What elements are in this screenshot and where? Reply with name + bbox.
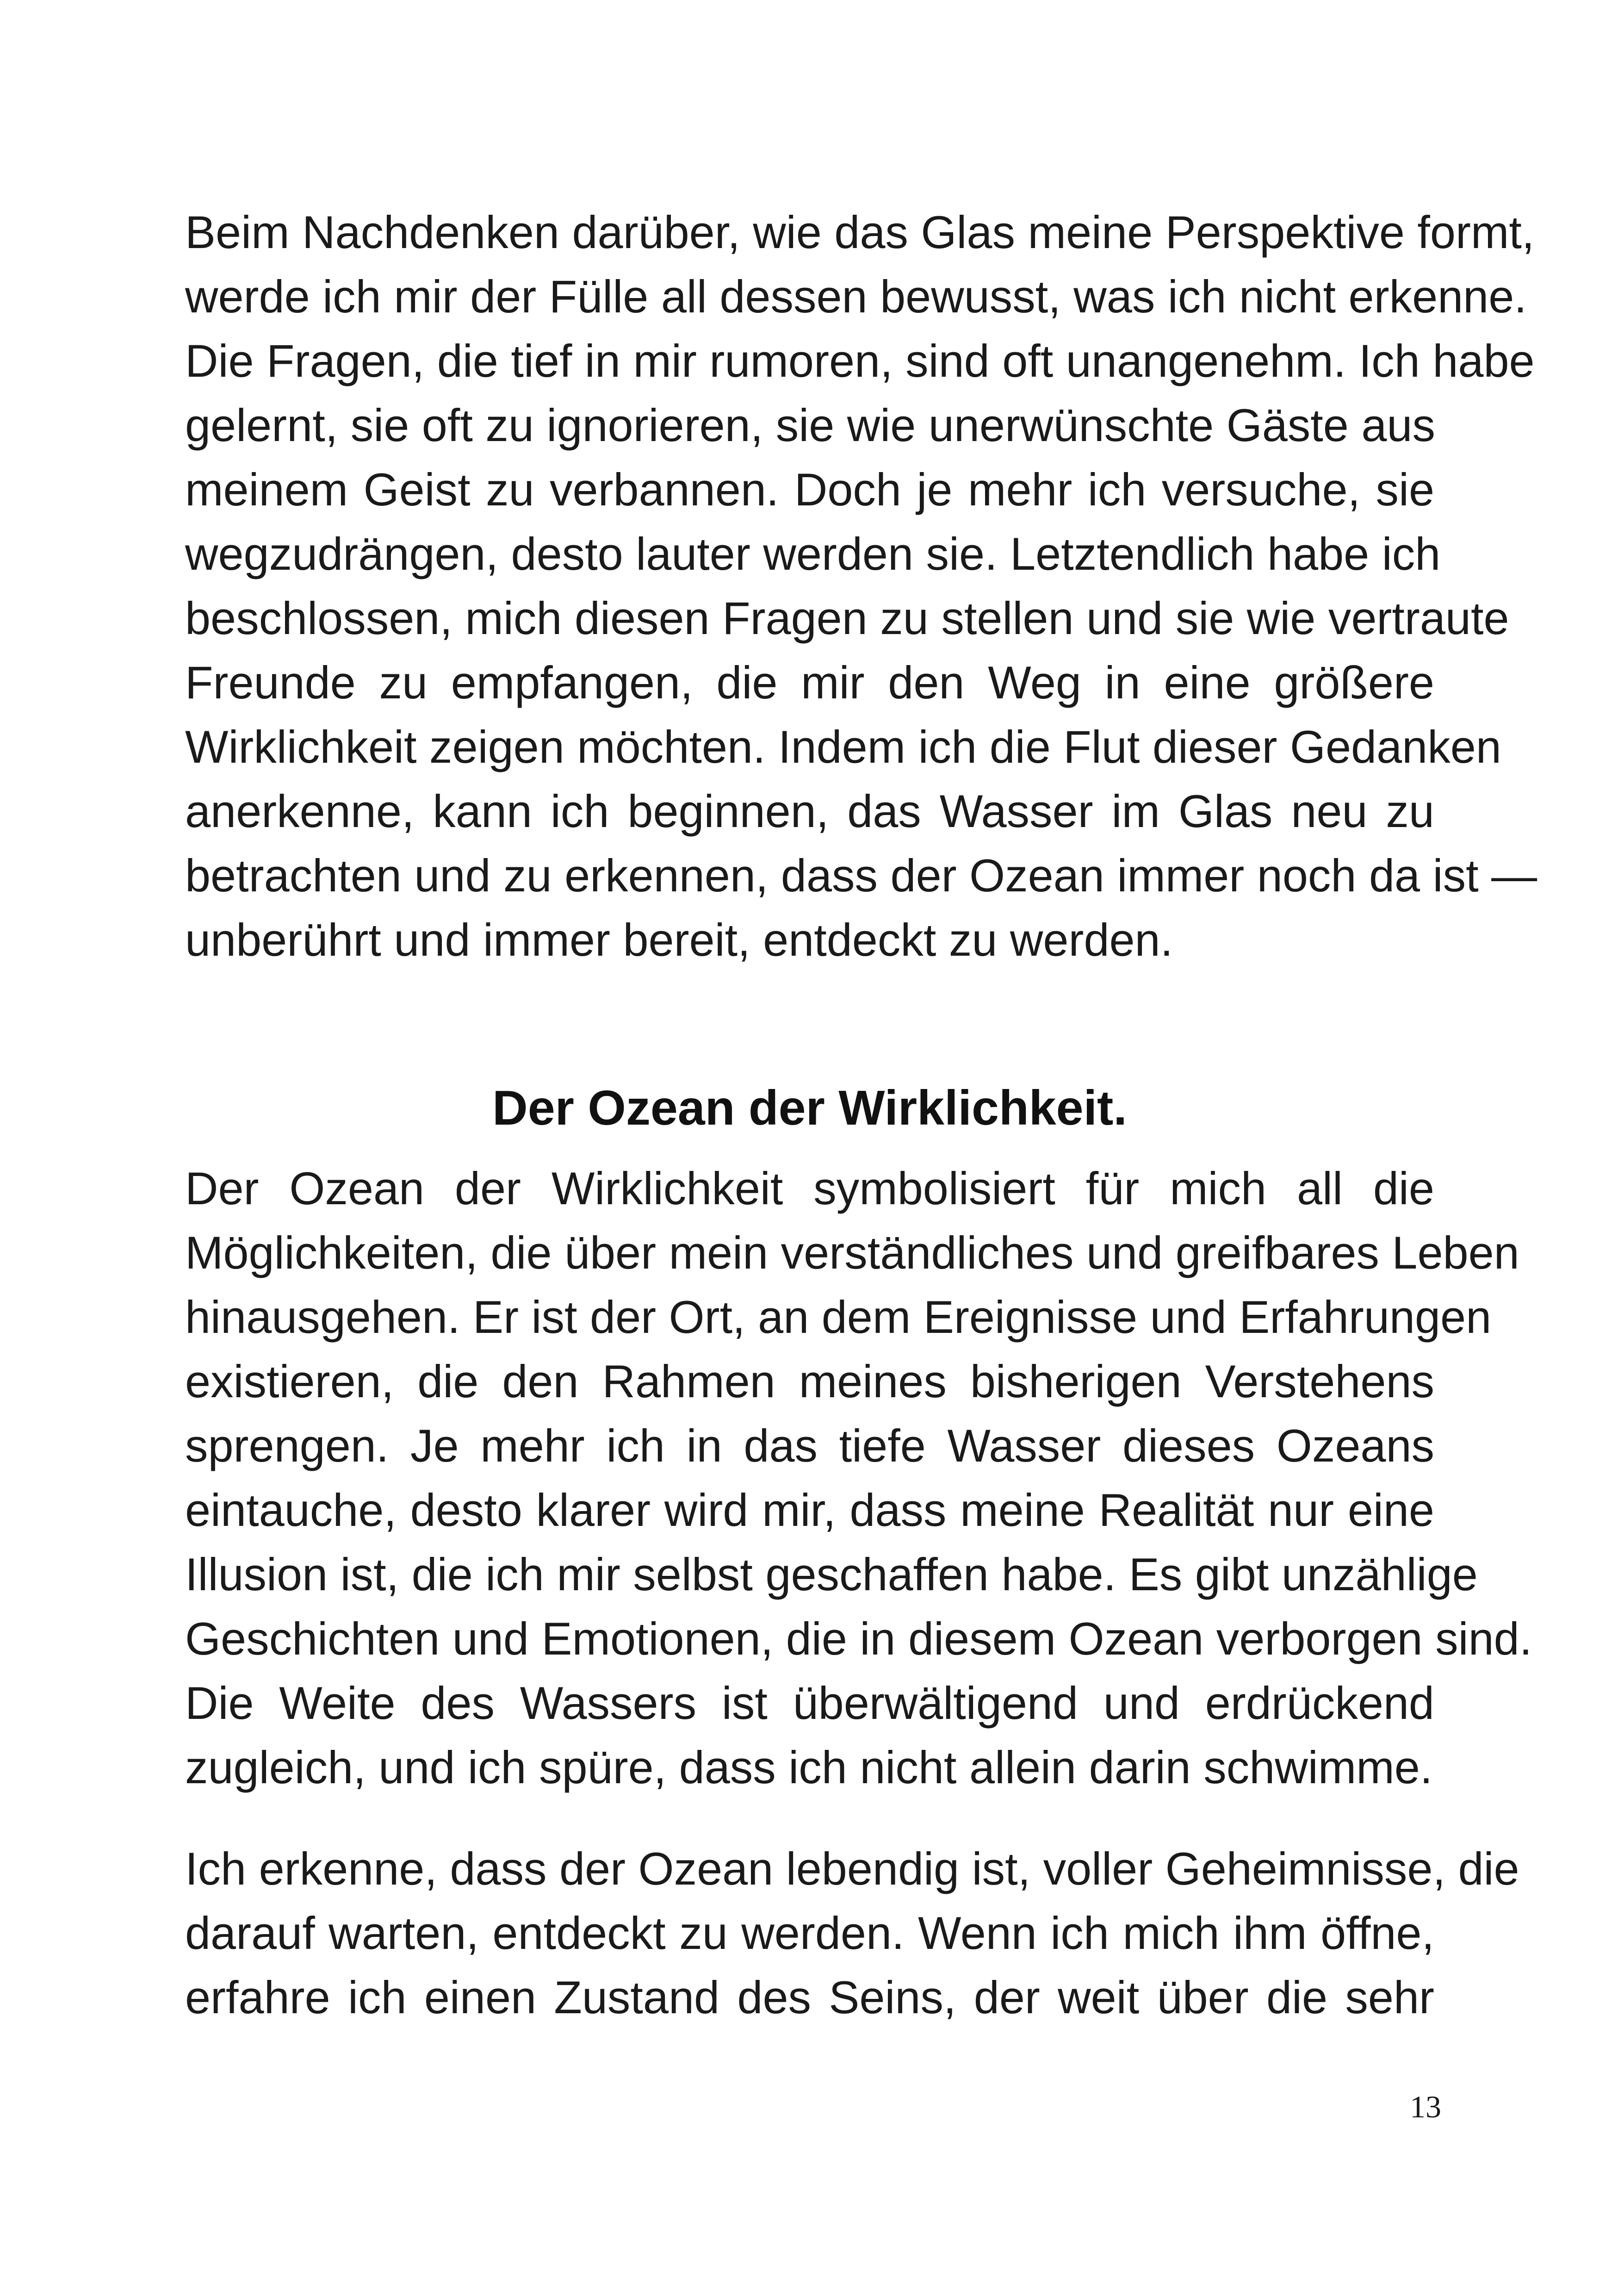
text-line: darauf warten, entdeckt zu werden. Wenn ich mich ihm öffne,: [185, 1907, 1434, 1959]
page-number: 13: [1410, 2089, 1441, 2124]
text-line: Der Ozean der Wirklichkeit symbolisiert für mich all die: [185, 1163, 1434, 1214]
text-line: Wirklichkeit zeigen möchten. Indem ich die Flut dieser Gedanken: [185, 721, 1501, 772]
text-line: meinem Geist zu verbannen. Doch je mehr ich versuche, sie: [185, 464, 1434, 515]
text-line: Freunde zu empfangen, die mir den Weg in eine größere: [185, 657, 1434, 708]
text-line: Illusion ist, die ich mir selbst geschaffen habe. Es gibt unzählige: [185, 1549, 1478, 1600]
text-line: unberührt und immer bereit, entdeckt zu werden.: [185, 914, 1173, 965]
text-line: Ich erkenne, dass der Ozean lebendig ist, voller Geheimnisse, die: [185, 1843, 1519, 1894]
text-line: werde ich mir der Fülle all dessen bewusst, was ich nicht erkenne.: [185, 271, 1527, 322]
text-line: anerkenne, kann ich beginnen, das Wasser im Glas neu zu: [185, 785, 1434, 837]
text-line: wegzudrängen, desto lauter werden sie. Letztendlich habe ich: [185, 528, 1441, 579]
text-line: betrachten und zu erkennen, dass der Ozean immer noch da ist —: [185, 850, 1537, 901]
text-line: zugleich, und ich spüre, dass ich nicht allein darin schwimme.: [185, 1742, 1433, 1793]
text-line: Beim Nachdenken darüber, wie das Glas meine Perspektive formt,: [185, 206, 1535, 258]
section-heading: Der Ozean der Wirklichkeit.: [492, 1081, 1127, 1135]
paragraph-glass-perspective: [185, 200, 1537, 972]
text-line: erfahre ich einen Zustand des Seins, der weit über die sehr: [185, 1972, 1434, 2023]
text-line: beschlossen, mich diesen Fragen zu stellen und sie wie vertraute: [185, 592, 1509, 644]
text-line: gelernt, sie oft zu ignorieren, sie wie unerwünschte Gäste aus: [185, 399, 1435, 451]
paragraph-ocean-symbol: [185, 1156, 1532, 1799]
text-line: existieren, die den Rahmen meines bisherigen Verstehens: [185, 1356, 1434, 1407]
text-line: hinausgehen. Er ist der Ort, an dem Ereignisse und Erfahrungen: [185, 1291, 1492, 1343]
text-line: Die Weite des Wassers ist überwältigend und erdrückend: [185, 1677, 1434, 1729]
paragraph-ocean-alive: [185, 1836, 1519, 2029]
text-line: Geschichten und Emotionen, die in diesem Ozean verborgen sind.: [185, 1613, 1532, 1664]
text-line: eintauche, desto klarer wird mir, dass meine Realität nur eine: [185, 1484, 1434, 1536]
text-line: Möglichkeiten, die über mein verständliches und greifbares Leben: [185, 1227, 1519, 1278]
text-line: sprengen. Je mehr ich in das tiefe Wasser dieses Ozeans: [185, 1420, 1434, 1471]
text-line: Die Fragen, die tief in mir rumoren, sind oft unangenehm. Ich habe: [185, 335, 1535, 386]
